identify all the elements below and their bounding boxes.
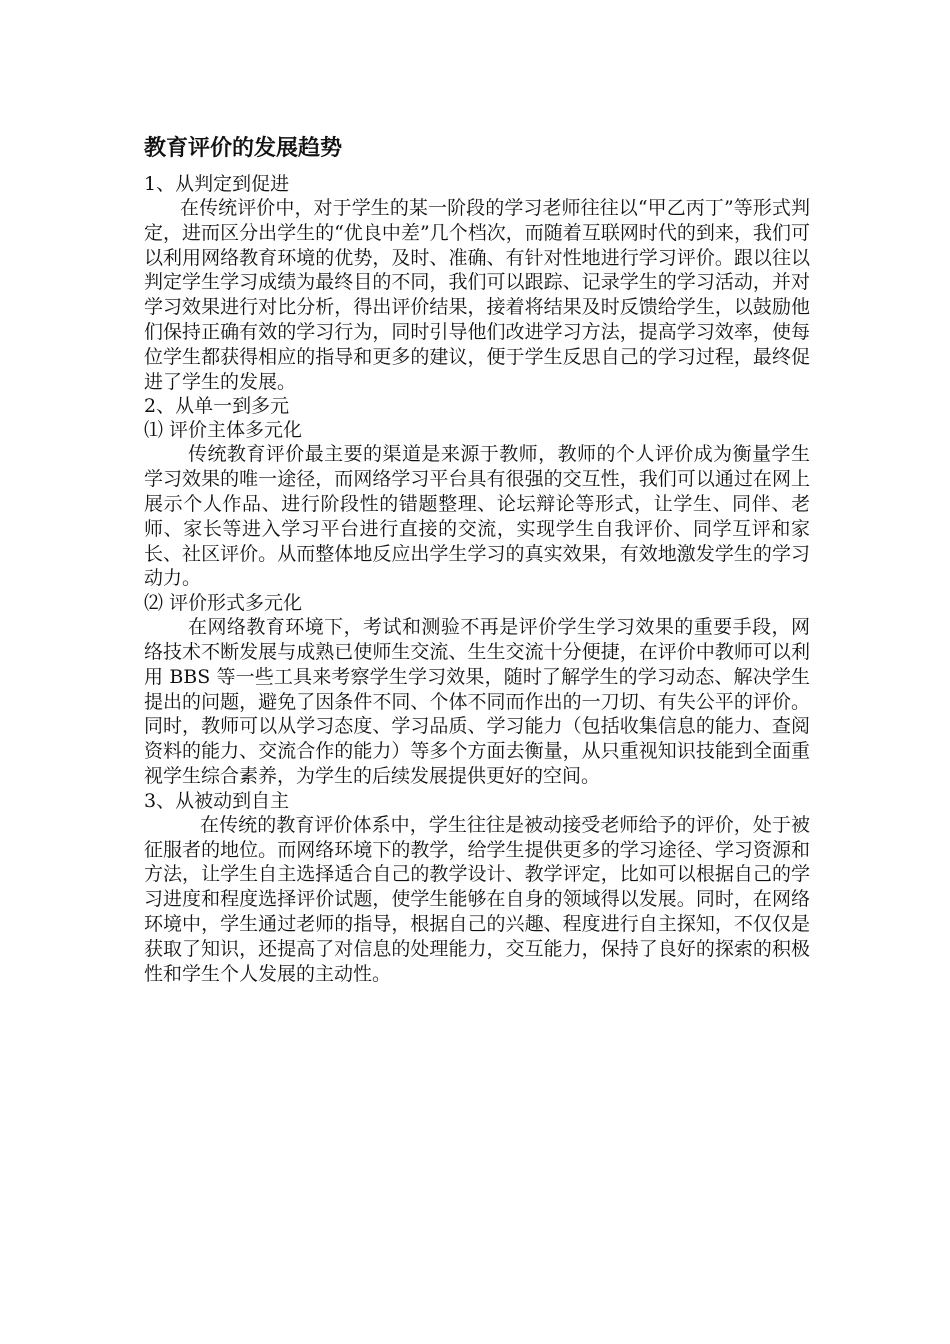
section-heading-3: 3、从被动到自主 bbox=[144, 789, 290, 812]
subsection-heading-2-1: ⑴ 评价主体多元化 bbox=[144, 419, 303, 442]
subsection-heading-2-2: ⑵ 评价形式多元化 bbox=[144, 592, 303, 615]
subsection-paragraph-2-2: 在网络教育环境下，考试和测验不再是评价学生学习效果的重要手段，网络技术不断发展与成熟已使师生交流、生生交流十分便捷，在评价中教师可以利用 BBS 等一些工具来考察学生学习效果，随时了解学生的学习动态、解决学生提出的问题，避免了因条件不同、个体不同而作出的一刀切、有失公平的评价。同时，教师可以从学习态度、学习品质、学习能力（包括收集信息的能力、查阅资料的能力、交流合作的能力）等多个方面去衡量，从只重视知识技能到全面重视学生综合素养，为学生的后续发展提供更好的空间。 bbox=[144, 616, 810, 787]
section-paragraph-3: 在传统的教育评价体系中，学生往往是被动接受老师给予的评价，处于被征服者的地位。而网络环境下的教学，给学生提供更多的学习途径、学习资源和方法，让学生自主选择适合自己的教学设计、教学评定，比如可以根据自己的学习进度和程度选择评价试题，使学生能够在自身的领域得以发展。同时，在网络环境中，学生通过老师的指导，根据自己的兴趣、程度进行自主探知，不仅仅是获取了知识，还提高了对信息的处理能力，交互能力，保持了良好的探索的积极性和学生个人发展的主动性。 bbox=[144, 813, 810, 985]
section-heading-1: 1、从判定到促进 bbox=[144, 173, 290, 195]
document-title: 教育评价的发展趋势 bbox=[144, 136, 343, 161]
subsection-paragraph-2-1: 传统教育评价最主要的渠道是来源于教师，教师的个人评价成为衡量学生学习效果的唯一途径，而网络学习平台具有很强的交互性，我们可以通过在网上展示个人作品、进行阶段性的错题整理、论坛辩论等形式，让学生、同伴、老师、家长等进入学习平台进行直接的交流，实现学生自我评价、同学互评和家长、社区评价。从而整体地反应出学生学习的真实效果，有效地激发学生的学习动力。 bbox=[144, 443, 810, 590]
section-heading-2: 2、从单一到多元 bbox=[144, 395, 290, 418]
document-page bbox=[144, 132, 810, 986]
section-paragraph-1: 在传统评价中，对于学生的某一阶段的学习老师往往以“甲乙丙丁”等形式判定，进而区分出学生的“优良中差”几个档次，而随着互联网时代的到来，我们可以利用网络教育环境的优势，及时、准确、有针对性地进行学习评价。跟以往以判定学生学习成绩为最终目的不同，我们可以跟踪、记录学生的学习活动，并对学习效果进行对比分析，得出评价结果，接着将结果及时反馈给学生，以鼓励他们保持正确有效的学习行为，同时引导他们改进学习方法，提高学习效率，使每位学生都获得相应的指导和更多的建议，便于学生反思自己的学习过程，最终促进了学生的发展。 bbox=[144, 197, 810, 393]
